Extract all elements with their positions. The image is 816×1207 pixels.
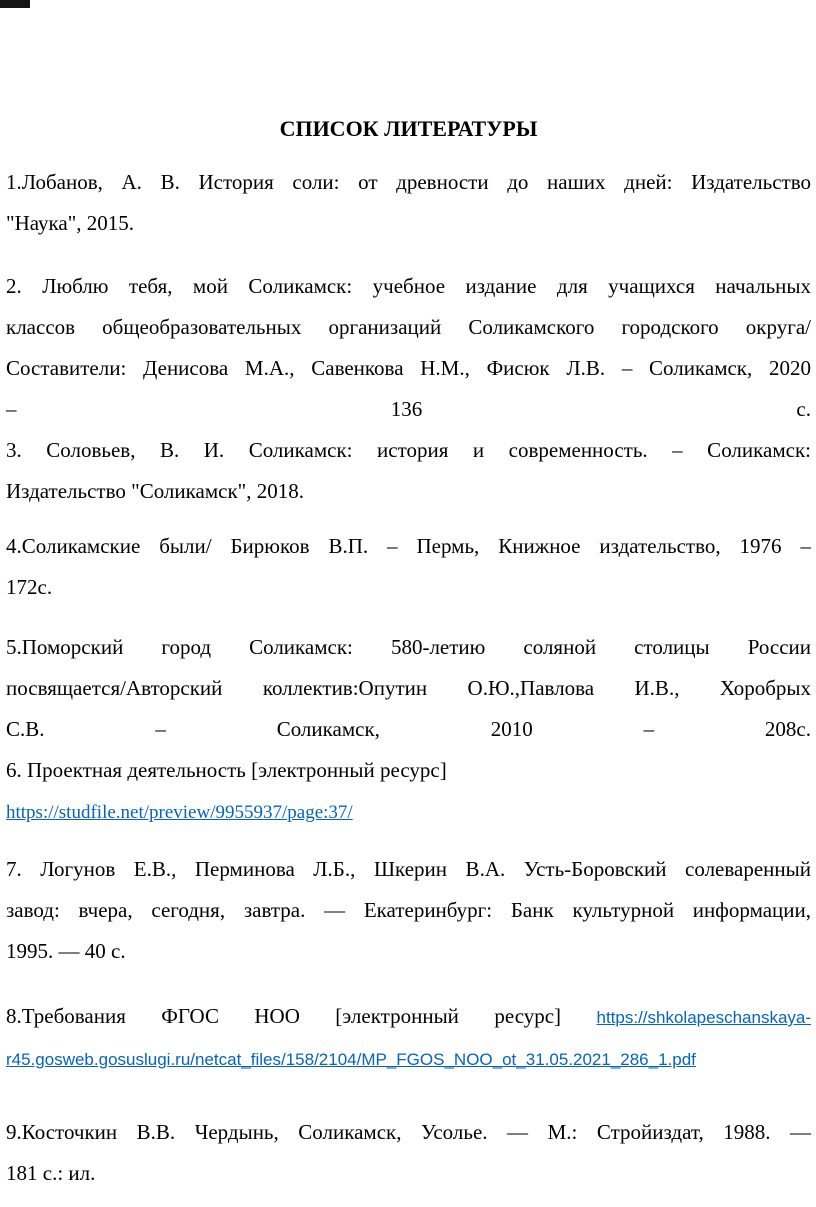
fgos-link-part2[interactable]: r45.gosweb.gosuslugi.ru/netcat_files/158/2104/MP_FGOS_NOO_ot_31.05.2021_286_1.pdf xyxy=(6,1050,696,1069)
page-title: СПИСОК ЛИТЕРАТУРЫ xyxy=(279,116,538,141)
bib-line: 9.Косточкин В.В. Чердынь, Соликамск, Усолье. — М.: Стройиздат, 1988. — xyxy=(6,1120,811,1144)
bib-line: 4.Соликамские были/ Бирюков В.П. – Пермь, Книжное издательство, 1976 – xyxy=(6,534,811,558)
bib-line xyxy=(6,791,811,833)
bib-item-7 xyxy=(6,849,811,972)
bib-line: 181 с.: ил. xyxy=(6,1161,96,1185)
bib-line: "Наука", 2015. xyxy=(6,211,135,235)
bib-item-8 xyxy=(6,996,811,1080)
bib-item-8-text: 8.Требования ФГОС НОО [электронный ресурс] xyxy=(6,1004,562,1028)
bib-line: 3. Соловьев, В. И. Соликамск: история и современность. – Соликамск: xyxy=(6,438,811,462)
bib-line: 7. Логунов Е.В., Перминова Л.Б., Шкерин В.А. Усть-Боровский солеваренный xyxy=(6,857,811,881)
bib-line xyxy=(6,996,811,1038)
bib-line: посвящается/Авторский коллектив:Опутин О.Ю.,Павлова И.В., Хоробрых xyxy=(6,676,811,700)
bib-item-1 xyxy=(6,162,811,244)
bib-line: 5.Поморский город Соликамск: 580-летию соляной столицы России xyxy=(6,635,811,659)
page-corner-artifact xyxy=(0,0,30,8)
bib-item-3 xyxy=(6,430,811,512)
bib-line: классов общеобразовательных организаций Соликамского городского округа/ xyxy=(6,315,811,339)
bib-line: 6. Проектная деятельность [электронный ресурс] xyxy=(6,758,447,782)
bib-item-4 xyxy=(6,526,811,608)
bib-line: 1995. — 40 с. xyxy=(6,939,126,963)
bib-line: Издательство "Соликамск", 2018. xyxy=(6,479,304,503)
bib-line: 2. Люблю тебя, мой Соликамск: учебное издание для учащихся начальных xyxy=(6,274,811,298)
bib-line: Составители: Денисова М.А., Савенкова Н.М., Фисюк Л.В. – Соликамск, 2020 xyxy=(6,356,811,380)
bib-item-6 xyxy=(6,750,811,833)
bib-line: 1.Лобанов, А. В. История соли: от древности до наших дней: Издательство xyxy=(6,170,811,194)
bib-item-9 xyxy=(6,1112,811,1194)
bib-item-2 xyxy=(6,266,811,430)
bib-line: 172с. xyxy=(6,575,53,599)
bib-line: завод: вчера, сегодня, завтра. — Екатеринбург: Банк культурной информации, xyxy=(6,898,811,922)
bib-item-5 xyxy=(6,627,811,750)
bib-line: С.В. – Соликамск, 2010 – 208с. xyxy=(6,717,811,741)
bib-line xyxy=(6,1038,811,1080)
studfile-link[interactable]: https://studfile.net/preview/9955937/page:37/ xyxy=(6,802,353,823)
bib-line: – 136 с. xyxy=(6,397,811,421)
fgos-link-part1[interactable]: https://shkolapeschanskaya- xyxy=(596,1008,812,1027)
